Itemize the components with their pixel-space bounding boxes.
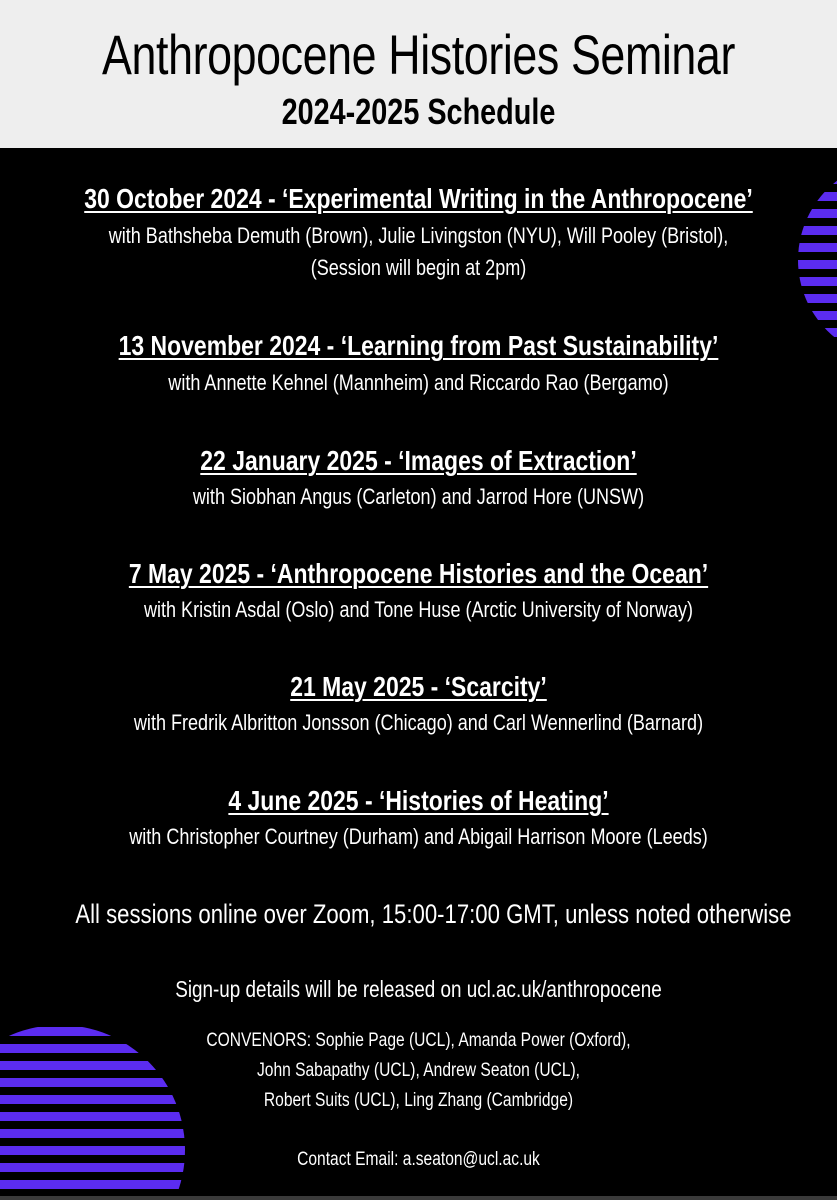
event-6-speakers: with Christopher Courtney (Durham) and Abigail Harrison Moore (Leeds) xyxy=(129,824,708,849)
event-1-title: 30 October 2024 - ‘Experimental Writing in the Anthropocene’ xyxy=(84,183,753,214)
event-1-speakers: with Bathsheba Demuth (Brown), Julie Livingston (NYU), Will Pooley (Bristol), xyxy=(108,223,729,248)
convenors-line-1: CONVENORS: Sophie Page (UCL), Amanda Power (Oxford), xyxy=(206,1030,631,1051)
event-2-title: 13 November 2024 - ‘Learning from Past Sustainability’ xyxy=(118,330,719,361)
event-3-speakers: with Siobhan Angus (Carleton) and Jarrod Hore (UNSW) xyxy=(192,484,645,509)
event-4-speakers: with Kristin Asdal (Oslo) and Tone Huse (Arctic University of Norway) xyxy=(143,597,694,622)
schedule-content xyxy=(0,148,837,1200)
event-3-title: 22 January 2025 - ‘Images of Extraction’ xyxy=(200,445,637,476)
convenors-line-2: John Sabapathy (UCL), Andrew Seaton (UCL), xyxy=(256,1060,581,1081)
header-banner xyxy=(0,0,837,148)
event-5-title: 21 May 2025 - ‘Scarcity’ xyxy=(290,671,547,702)
event-2-speakers: with Annette Kehnel (Mannheim) and Riccardo Rao (Bergamo) xyxy=(168,370,669,395)
event-1-note: (Session will begin at 2pm) xyxy=(310,255,527,280)
event-5-speakers: with Fredrik Albritton Jonsson (Chicago) and Carl Wennerlind (Barnard) xyxy=(133,710,704,735)
signup-info: Sign-up details will be released on ucl.ac.uk/anthropocene xyxy=(175,976,662,1002)
event-6-title: 4 June 2025 - ‘Histories of Heating’ xyxy=(228,785,609,816)
bottom-border xyxy=(0,1196,837,1200)
zoom-notice: All sessions online over Zoom, 15:00-17:00 GMT, unless noted otherwise xyxy=(75,899,792,929)
event-4-title: 7 May 2025 - ‘Anthropocene Histories and the Ocean’ xyxy=(128,558,709,589)
contact-email: Contact Email: a.seaton@ucl.ac.uk xyxy=(297,1149,540,1170)
page-subtitle: 2024-2025 Schedule xyxy=(281,91,556,132)
page-title: Anthropocene Histories Seminar xyxy=(102,23,735,86)
convenors-line-3: Robert Suits (UCL), Ling Zhang (Cambridge) xyxy=(263,1090,574,1111)
